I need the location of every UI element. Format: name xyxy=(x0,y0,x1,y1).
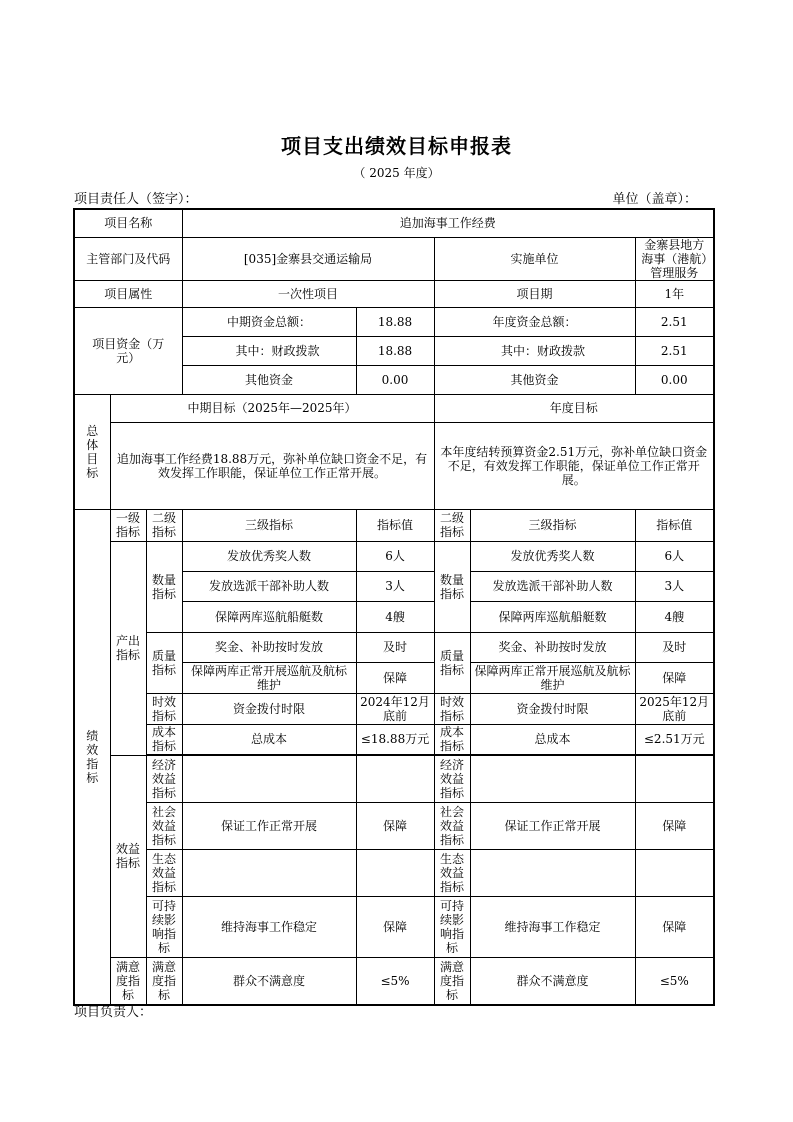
quality-value-1-year: 及时 xyxy=(635,632,714,662)
table-row xyxy=(74,632,714,662)
perf-indicator-label: 绩效指标 xyxy=(74,509,110,1005)
page-title: 项目支出绩效目标申报表 xyxy=(281,134,512,158)
time-value-1-year: 2025年12月底前 xyxy=(635,693,714,724)
satisfaction-label: 满意度指标 xyxy=(146,957,182,1005)
year-other-value: 0.00 xyxy=(635,365,714,394)
period-value: 1年 xyxy=(635,280,714,307)
quality-item-2-year: 保障两库正常开展巡航及航标维护 xyxy=(470,662,635,693)
quantity-item-2: 发放选派干部补助人数 xyxy=(182,571,356,601)
economic-value-year xyxy=(635,755,714,802)
project-name-value: 追加海事工作经费 xyxy=(182,209,714,237)
year-goal-text: 本年度结转预算资金2.51万元，弥补单位缺口资金不足，有效发挥工作职能，保证单位工作正常开展。 xyxy=(434,422,714,509)
eco-item-year xyxy=(470,849,635,896)
table-row xyxy=(74,693,714,724)
quality-value-2-year: 保障 xyxy=(635,662,714,693)
row-perf-header xyxy=(74,509,714,541)
table-row xyxy=(74,724,714,754)
year-fiscal-value: 2.51 xyxy=(635,336,714,365)
quantity-value-3: 4艘 xyxy=(356,601,434,632)
year-line: （ 2025 年度） xyxy=(353,166,440,180)
table-row xyxy=(74,541,714,571)
sustain-label-year: 可持续影响指标 xyxy=(434,896,470,957)
social-value-year: 保障 xyxy=(635,802,714,849)
header-value: 指标值 xyxy=(356,509,434,541)
quantity-item-1: 发放优秀奖人数 xyxy=(182,541,356,571)
mid-total-label: 中期资金总额： xyxy=(182,307,356,336)
table-row xyxy=(74,957,714,1005)
satisfaction-item: 群众不满意度 xyxy=(182,957,356,1005)
mid-fiscal-label: 其中：财政拨款 xyxy=(182,336,356,365)
table-row xyxy=(74,896,714,957)
satisfaction-value: ≤5% xyxy=(356,957,434,1005)
year-total-value: 2.51 xyxy=(635,307,714,336)
social-item: 保证工作正常开展 xyxy=(182,802,356,849)
quality-item-1-year: 奖金、补助按时发放 xyxy=(470,632,635,662)
quality-item-2: 保障两库正常开展巡航及航标维护 xyxy=(182,662,356,693)
quality-value-1: 及时 xyxy=(356,632,434,662)
satisfaction-indicator-label: 满意度指标 xyxy=(110,957,146,1005)
quality-label-year: 质量指标 xyxy=(434,632,470,693)
quantity-value-2-year: 3人 xyxy=(635,571,714,601)
header-level3: 三级指标 xyxy=(182,509,356,541)
cost-value-1-year: ≤2.51万元 xyxy=(635,724,714,754)
table-row xyxy=(74,755,714,802)
output-indicator-label: 产出指标 xyxy=(110,541,146,755)
time-item-1-year: 资金拨付时限 xyxy=(470,693,635,724)
year-total-label: 年度资金总额： xyxy=(434,307,635,336)
sustain-label: 可持续影响指标 xyxy=(146,896,182,957)
eco-value-year xyxy=(635,849,714,896)
funds-label: 项目资金（万元） xyxy=(74,307,182,394)
mid-other-value: 0.00 xyxy=(356,365,434,394)
satisfaction-value-year: ≤5% xyxy=(635,957,714,1005)
cost-value-1: ≤18.88万元 xyxy=(356,724,434,754)
header-level2: 二级指标 xyxy=(146,509,182,541)
cost-item-1-year: 总成本 xyxy=(470,724,635,754)
table-row xyxy=(74,802,714,849)
quantity-value-1-year: 6人 xyxy=(635,541,714,571)
quantity-item-3: 保障两库巡航船艇数 xyxy=(182,601,356,632)
time-label: 时效指标 xyxy=(146,693,182,724)
quantity-item-3-year: 保障两库巡航船艇数 xyxy=(470,601,635,632)
sustain-item-year: 维持海事工作稳定 xyxy=(470,896,635,957)
satisfaction-label-year: 满意度指标 xyxy=(434,957,470,1005)
mid-goal-text: 追加海事工作经费18.88万元，弥补单位缺口资金不足，有效发挥工作职能，保证单位工作正常开展。 xyxy=(110,422,434,509)
unit-seal-label: 单位（盖章）： xyxy=(612,192,697,207)
overall-goal-label: 总体目标 xyxy=(74,394,110,509)
economic-value xyxy=(356,755,434,802)
cost-label: 成本指标 xyxy=(146,724,182,754)
quantity-item-2-year: 发放选派干部补助人数 xyxy=(470,571,635,601)
performance-table xyxy=(73,208,715,1006)
social-label-year: 社会效益指标 xyxy=(434,802,470,849)
time-label-year: 时效指标 xyxy=(434,693,470,724)
eco-value xyxy=(356,849,434,896)
quantity-value-3-year: 4艘 xyxy=(635,601,714,632)
attr-label: 项目属性 xyxy=(74,280,182,307)
economic-label-year: 经济效益指标 xyxy=(434,755,470,802)
header-level2-year: 二级指标 xyxy=(434,509,470,541)
eco-label: 生态效益指标 xyxy=(146,849,182,896)
quantity-value-2: 3人 xyxy=(356,571,434,601)
economic-item xyxy=(182,755,356,802)
period-label: 项目期 xyxy=(434,280,635,307)
sustain-value-year: 保障 xyxy=(635,896,714,957)
economic-label: 经济效益指标 xyxy=(146,755,182,802)
social-item-year: 保证工作正常开展 xyxy=(470,802,635,849)
project-name-label: 项目名称 xyxy=(74,209,182,237)
time-item-1: 资金拨付时限 xyxy=(182,693,356,724)
header-value-year: 指标值 xyxy=(635,509,714,541)
quantity-value-1: 6人 xyxy=(356,541,434,571)
eco-item xyxy=(182,849,356,896)
mid-total-value: 18.88 xyxy=(356,307,434,336)
row-overall-header xyxy=(74,394,714,422)
year-goal-header: 年度目标 xyxy=(434,394,714,422)
social-value: 保障 xyxy=(356,802,434,849)
row-overall-text xyxy=(74,422,714,509)
benefit-indicator-label: 效益指标 xyxy=(110,755,146,957)
sustain-item: 维持海事工作稳定 xyxy=(182,896,356,957)
attr-value: 一次性项目 xyxy=(182,280,434,307)
dept-value: [035]金寨县交通运输局 xyxy=(182,237,434,280)
mid-other-label: 其他资金 xyxy=(182,365,356,394)
year-fiscal-label: 其中：财政拨款 xyxy=(434,336,635,365)
quantity-label-year: 数量指标 xyxy=(434,541,470,632)
eco-label-year: 生态效益指标 xyxy=(434,849,470,896)
cost-label-year: 成本指标 xyxy=(434,724,470,754)
satisfaction-item-year: 群众不满意度 xyxy=(470,957,635,1005)
impl-unit-value: 金寨县地方海事（港航）管理服务 xyxy=(635,237,714,280)
quality-value-2: 保障 xyxy=(356,662,434,693)
row-attr xyxy=(74,280,714,307)
sustain-value: 保障 xyxy=(356,896,434,957)
header-level3-year: 三级指标 xyxy=(470,509,635,541)
quantity-label: 数量指标 xyxy=(146,541,182,632)
dept-label: 主管部门及代码 xyxy=(74,237,182,280)
time-value-1: 2024年12月底前 xyxy=(356,693,434,724)
row-dept xyxy=(74,237,714,280)
quantity-item-1-year: 发放优秀奖人数 xyxy=(470,541,635,571)
quality-item-1: 奖金、补助按时发放 xyxy=(182,632,356,662)
mid-fiscal-value: 18.88 xyxy=(356,336,434,365)
mid-goal-header: 中期目标（2025年—2025年） xyxy=(110,394,434,422)
row-funds-total xyxy=(74,307,714,336)
row-project-name xyxy=(74,209,714,237)
year-other-label: 其他资金 xyxy=(434,365,635,394)
social-label: 社会效益指标 xyxy=(146,802,182,849)
cost-item-1: 总成本 xyxy=(182,724,356,754)
quality-label: 质量指标 xyxy=(146,632,182,693)
impl-unit-label: 实施单位 xyxy=(434,237,635,280)
responsible-sign-label: 项目责任人（签字）： xyxy=(74,192,198,207)
header-level1: 一级指标 xyxy=(110,509,146,541)
project-leader-label: 项目负责人： xyxy=(74,1005,153,1020)
economic-item-year xyxy=(470,755,635,802)
table-row xyxy=(74,849,714,896)
